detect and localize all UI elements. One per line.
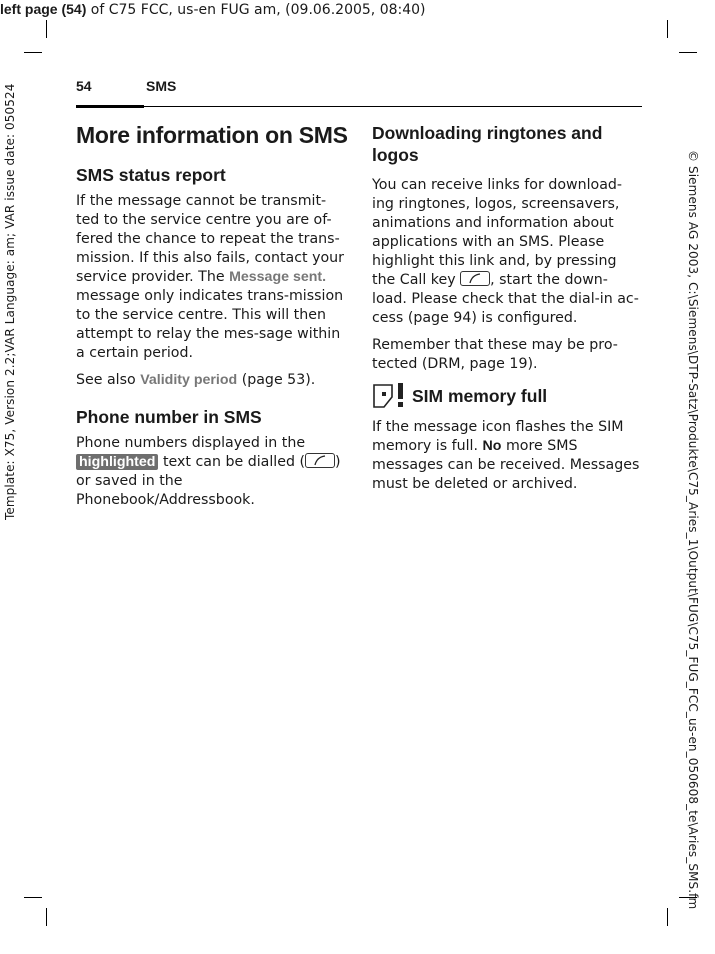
section-title: SMS [146, 78, 177, 94]
text-run: See also [76, 372, 141, 388]
sim-full-icon [372, 382, 406, 410]
status-report-heading: SMS status report [76, 165, 226, 185]
page-number: 54 [76, 78, 92, 94]
drm-text: Remember that these may be pro-tected (DRM, page 19). [372, 337, 618, 372]
no-term: No [482, 438, 502, 454]
validity-period-term: Validity period [140, 372, 238, 388]
header-tab-bar [76, 105, 144, 108]
message-sent-term: Message sent. [229, 269, 327, 285]
text-run: (page 53). [237, 372, 316, 388]
page-header [76, 78, 642, 107]
sim-memory-heading: SIM memory full [412, 386, 548, 406]
call-key-icon [460, 271, 490, 286]
text-run: , start the down-load. Please check that the dial-in ac-cess (page 94) is configured. [372, 272, 639, 326]
banner-details: of C75 FCC, us-en FUG am, (09.06.2005, 08:40) [86, 2, 426, 18]
page-title: More information on SMS [76, 122, 348, 148]
crop-mark [24, 897, 42, 898]
text-run: If the message icon flashes the SIM memory is full. [372, 419, 624, 454]
banner-page-ref: left page (54) [0, 1, 87, 17]
phone-number-text [76, 434, 344, 510]
call-key-icon [305, 453, 335, 468]
download-heading: Downloading ringtones and logos [372, 123, 603, 165]
text-run: If the message cannot be transmit-ted to the service centre you are of-fered the chance to repeat the trans-mission. If this also fails, contact your service provider. The [76, 193, 344, 285]
status-report-text [76, 192, 344, 363]
download-text [372, 176, 640, 328]
crop-mark [667, 20, 668, 38]
crop-mark [46, 20, 47, 38]
template-info-text: Template: X75, Version 2.2;VAR Language: am; VAR issue date: 050524 [3, 83, 17, 520]
text-run: text can be dialled ( [158, 454, 306, 470]
highlighted-term: highlighted [76, 454, 158, 470]
right-column [372, 118, 640, 502]
phone-number-heading: Phone number in SMS [76, 407, 262, 427]
print-banner [0, 0, 600, 20]
crop-mark [667, 908, 668, 926]
text-run: more SMS messages can be received. Messages must be deleted or archived. [372, 438, 640, 492]
text-run: ) or saved in the Phonebook/Addressbook. [76, 454, 341, 508]
see-also-text [76, 371, 344, 390]
crop-mark [46, 908, 47, 926]
crop-mark [679, 52, 697, 53]
text-run: Phone numbers displayed in the [76, 435, 306, 451]
sim-memory-heading-row [372, 382, 640, 410]
text-run: message only indicates trans-mission to the service centre. This will then attempt to relay the mes-sage within a certain period. [76, 288, 344, 361]
file-path-text: © Siemens AG 2003, C:\Siemens\DTP-Satz\Produkte\C75_Aries_1\Output\FUG\C75_FUG_FCC_us-en_050608_te\Aries_SMS.fm [686, 150, 700, 910]
text-run: You can receive links for download-ing ringtones, logos, screensavers, animations and information about applications with an SMS. Please highlight this link and, by pressing the Call key [372, 177, 623, 288]
crop-mark [24, 52, 42, 53]
left-column [76, 118, 348, 518]
sim-memory-text [372, 418, 640, 494]
